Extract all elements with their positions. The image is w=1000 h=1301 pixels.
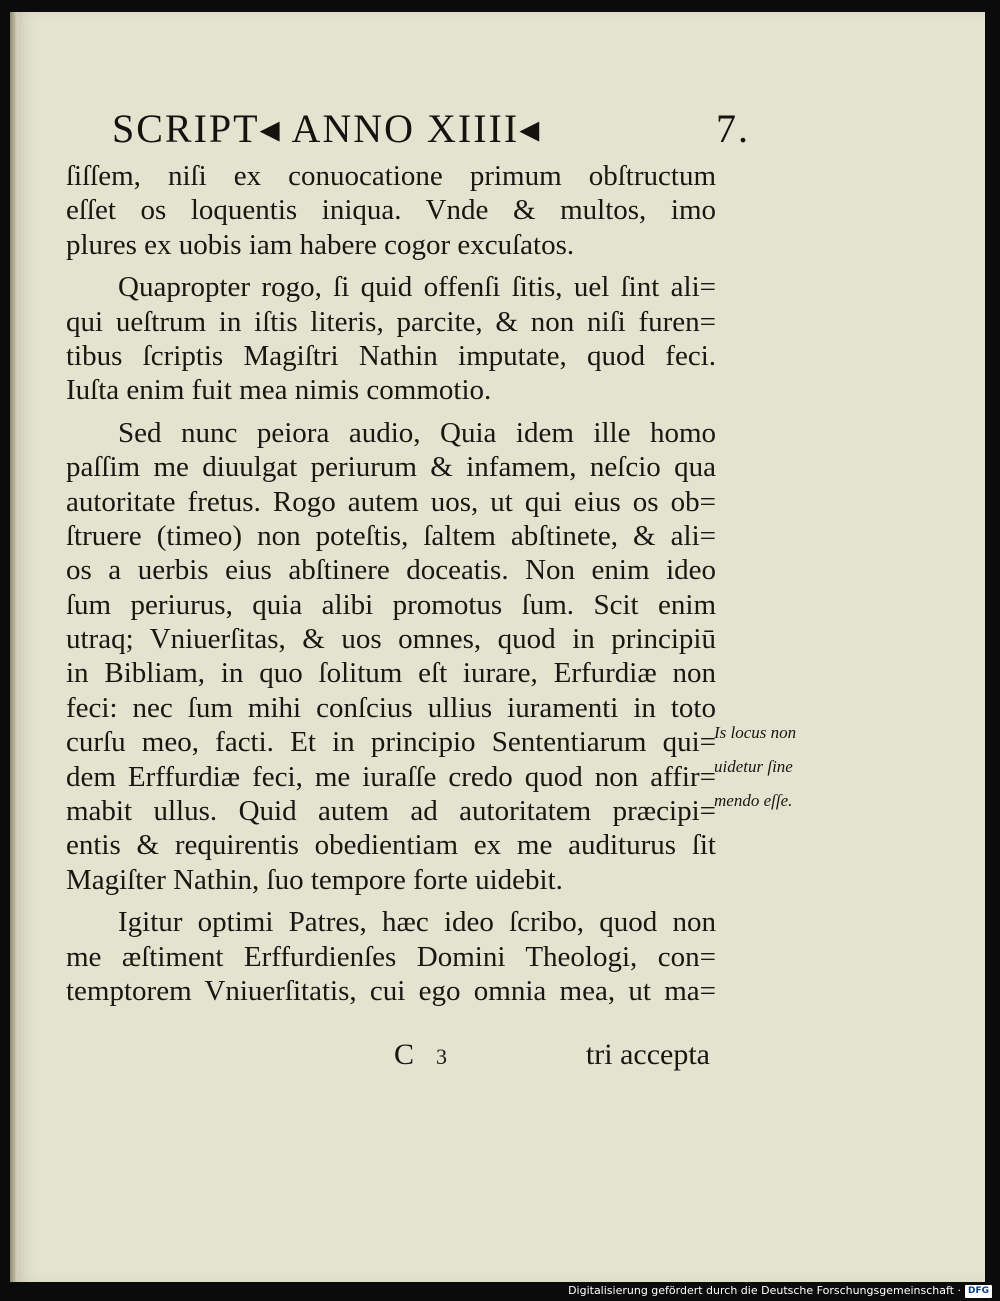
text-line: curſu meo, facti. Et in principio Sententiarum qui= — [66, 726, 716, 759]
text-line: autoritate fretus. Rogo autem uos, ut qui eius os ob= — [66, 485, 716, 518]
text-line: ſum periurus, quia alibi promotus ſum. Scit enim — [66, 588, 716, 621]
text-line: utraq; Vniuerſitas, & uos omnes, quod in principiū — [66, 623, 716, 656]
text-line: qui ueſtrum in iſtis literis, parcite, & non niſi furen= — [66, 305, 716, 338]
text-line: Magiſter Nathin, ſuo tempore forte uidebit. — [66, 863, 563, 896]
paragraph — [66, 159, 716, 262]
paragraph — [66, 416, 716, 897]
page-footer — [66, 1038, 716, 1078]
text-line: temptorem Vniuerſitatis, cui ego omnia mea, ut ma= — [66, 974, 716, 1007]
text-line: tibus ſcriptis Magiſtri Nathin imputate, quod feci. — [66, 339, 716, 372]
paragraph-gap — [66, 262, 716, 270]
paragraph-gap — [66, 408, 716, 416]
paragraph — [66, 270, 716, 408]
catchword: tri accepta — [585, 1038, 710, 1071]
text-line: ſiſſem, niſi ex conuocatione primum obſtructum — [66, 160, 716, 192]
text-line: paſſim me diuulgat periurum & infamem, neſcio qua — [66, 451, 716, 484]
text-line: feci: nec ſum mihi conſcius ullius iuramenti in toto — [66, 691, 716, 724]
digitization-credit — [568, 1283, 992, 1299]
page-number: 7. — [716, 106, 750, 151]
text-line: mabit ullus. Quid autem ad autoritatem præcipi= — [66, 795, 716, 828]
text-line: ſtruere (timeo) non poteſtis, ſaltem abſtinete, & ali= — [66, 519, 716, 552]
text-line: Sed nunc peiora audio, Quia idem ille homo — [118, 416, 716, 449]
marginal-note-line: mendo eſſe. — [714, 791, 793, 810]
signature-mark — [394, 1038, 447, 1072]
marginal-note-line: Is locus non — [714, 723, 797, 742]
text-line: eſſet os loquentis iniqua. Vnde & multos, imo — [66, 194, 716, 227]
text-line: me æſtiment Erffurdienſes Domini Theologi, con= — [66, 940, 716, 973]
text-line: Igitur optimi Patres, hæc ideo ſcribo, quod non — [118, 906, 716, 939]
signature-letter: C — [394, 1038, 415, 1071]
text-line: Iuſta enim fuit mea nimis commotio. — [66, 374, 492, 407]
main-text-block — [66, 159, 716, 1008]
credit-text: Digitalisierung gefördert durch die Deutsche Forschungsgemeinschaft · — [568, 1284, 961, 1297]
running-title: SCRIPT◂ ANNO XIIII◂ — [112, 106, 542, 151]
page-gutter-shadow — [10, 12, 18, 1282]
signature-number: 3 — [436, 1044, 448, 1069]
text-line: Quapropter rogo, ſi quid offenſi ſitis, uel ſint ali= — [118, 271, 716, 304]
running-header — [112, 105, 752, 155]
text-line: in Bibliam, in quo ſolitum eſt iurare, Erfurdiæ non — [66, 657, 716, 690]
marginal-note — [714, 716, 824, 818]
text-line: dem Erffurdiæ feci, me iuraſſe credo quod non affir= — [66, 760, 716, 793]
text-line: os a uerbis eius abſtinere doceatis. Non enim ideo — [66, 554, 716, 587]
marginal-note-line: uidetur ſine — [714, 757, 793, 776]
text-line: plures ex uobis iam habere cogor excuſatos. — [66, 228, 575, 261]
dfg-logo: DFG — [965, 1285, 992, 1298]
paragraph-gap — [66, 897, 716, 905]
paragraph — [66, 905, 716, 1008]
text-line: entis & requirentis obedientiam ex me auditurus ſit — [66, 829, 716, 862]
